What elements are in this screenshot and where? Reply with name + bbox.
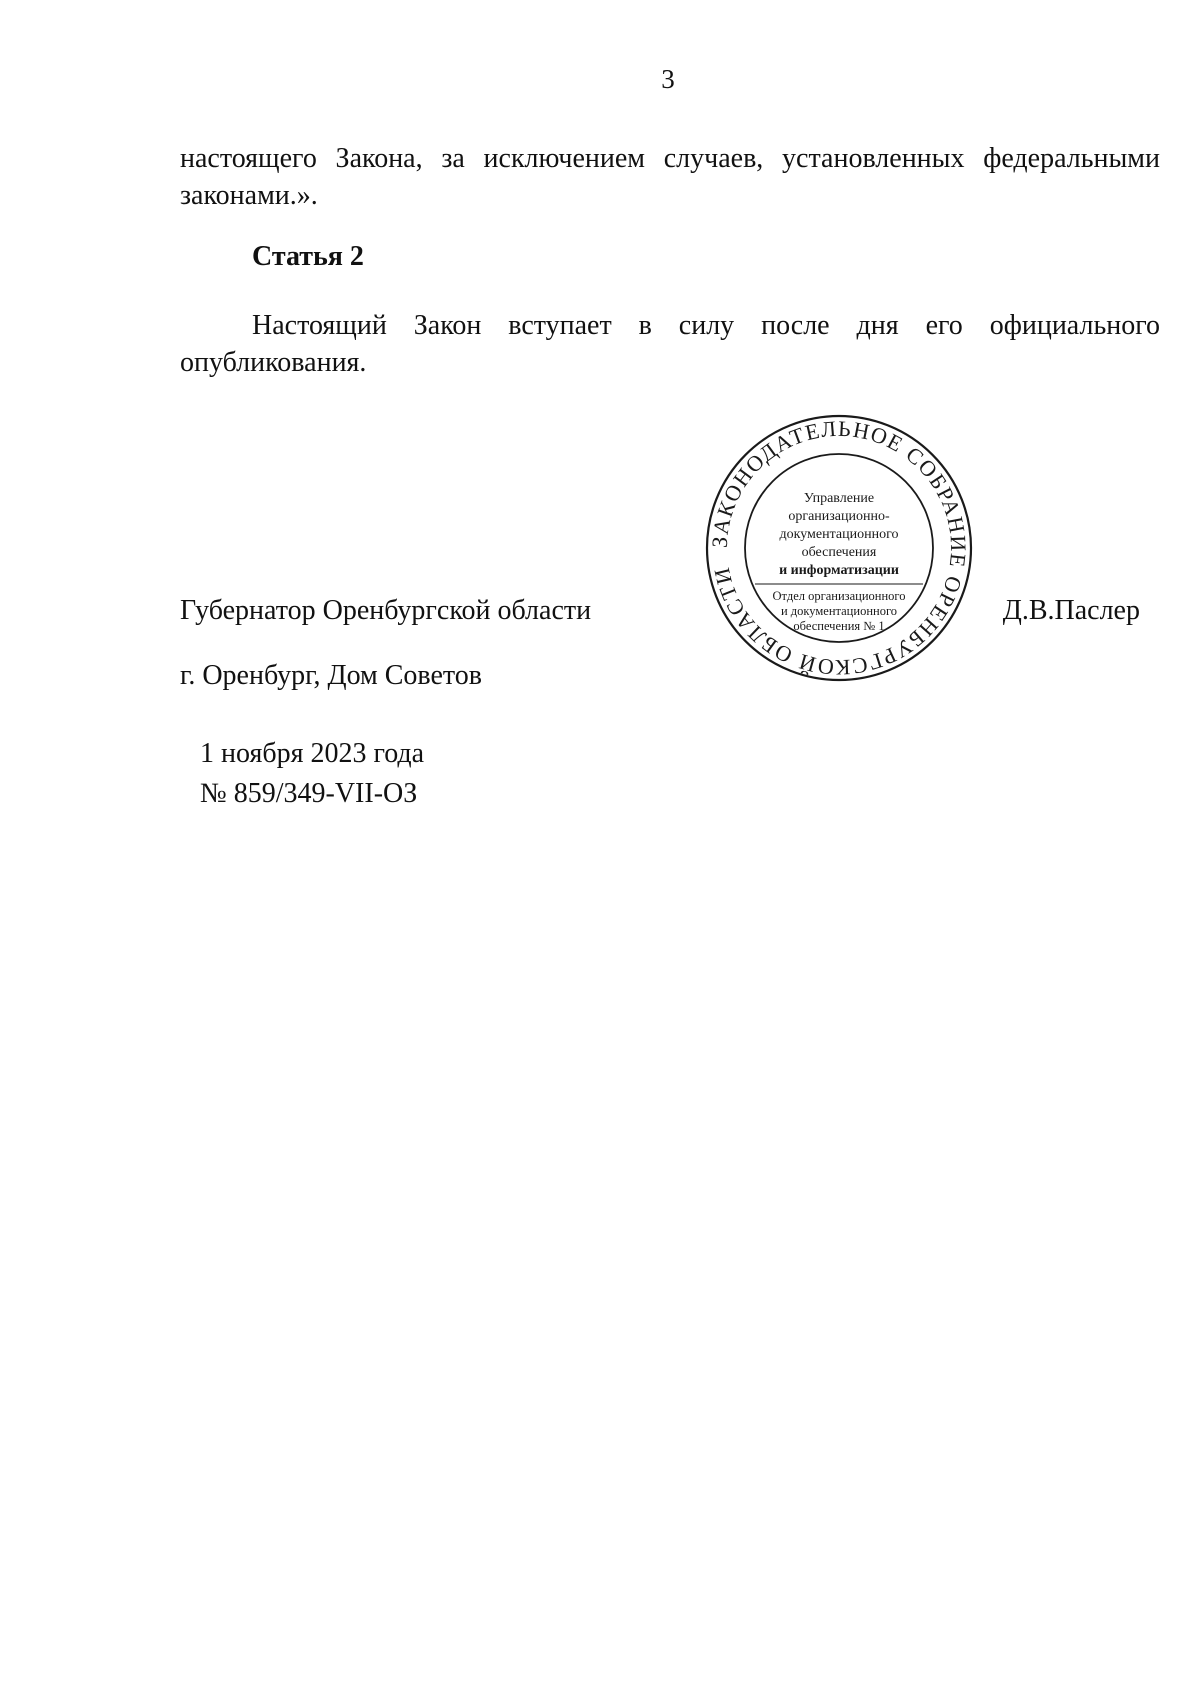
seal-inner-line: обеспечения № 1 [793, 619, 885, 633]
seal-inner-line: Управление [803, 491, 875, 506]
seal-inner-line: и информатизации [779, 563, 899, 578]
article-2-paragraph [180, 307, 1160, 381]
seal-inner-line: и документационного [780, 604, 898, 618]
seal-inner-line: документационного [779, 527, 899, 542]
seal-graphic [703, 412, 975, 684]
paragraph-line: законами.». [180, 180, 318, 211]
paragraph-line: Настоящий Закон вступает в силу после дня его официального [252, 310, 1160, 341]
document-number: № 859/349-VII-ОЗ [200, 778, 418, 809]
seal-inner-line: организационно- [788, 509, 890, 524]
seal-inner-line: Отдел организационного [772, 589, 906, 603]
seal-outer-text: ЗАКОНОДАТЕЛЬНОЕ СОБРАНИЕ ОРЕНБУРГСКОЙ ОБЛАСТИ [706, 415, 972, 681]
paragraph-line: опубликования. [180, 347, 367, 378]
page-number: 3 [661, 64, 675, 94]
official-seal [703, 412, 975, 684]
signature-block [180, 595, 1140, 635]
signing-place: г. Оренбург, Дом Советов [180, 660, 482, 691]
signatory-name: Д.В.Паслер [1002, 595, 1140, 626]
seal-inner-line: обеспечения [801, 545, 877, 560]
signatory-role: Губернатор Оренбургской области [180, 595, 592, 626]
closing-paragraph [180, 140, 1160, 214]
signing-date: 1 ноября 2023 года [200, 738, 425, 769]
article-heading: Статья 2 [252, 241, 364, 272]
paragraph-line: настоящего Закона, за исключением случаев, установленных федеральными [180, 143, 1160, 174]
